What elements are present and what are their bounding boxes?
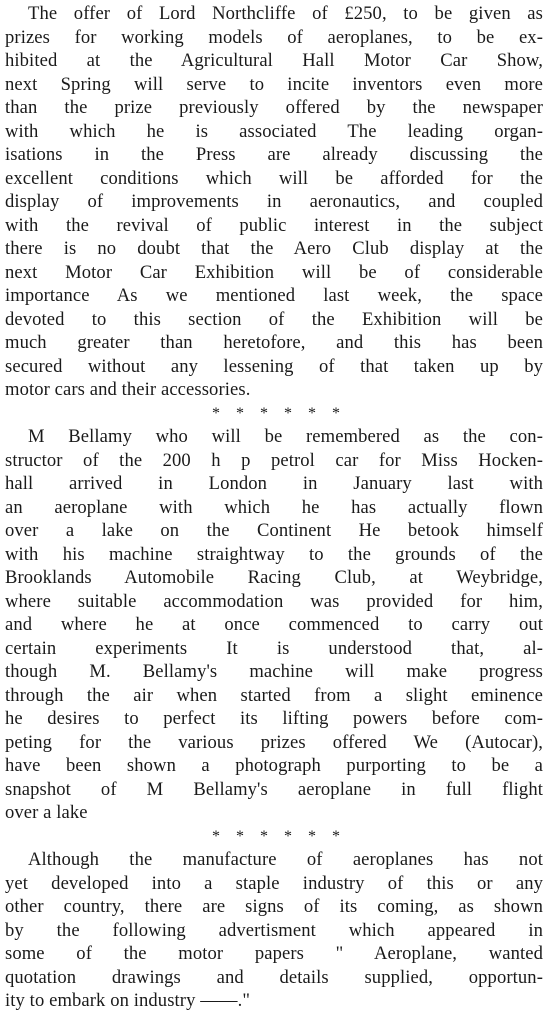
text-line: next Spring will serve to incite inventors even more (5, 73, 543, 95)
section-separator: * * * * * * (212, 827, 346, 845)
paragraph-aeroplane-industry (5, 848, 543, 1013)
text-line: have been shown a photograph purporting to be a (5, 755, 543, 776)
text-line: The offer of Lord Northcliffe of £250, to be given as (28, 3, 543, 24)
paragraph-northcliffe-offer (5, 2, 543, 402)
text-line: motor cars and their accessories. (5, 379, 251, 400)
text-line: much greater than heretofore, and this has been (5, 332, 543, 353)
text-line: devoted to this section of the Exhibition will be (5, 308, 543, 330)
text-line: with which he is associated The leading organ- (5, 120, 543, 142)
text-line: where suitable accommodation was provided for him, (5, 590, 543, 612)
text-line: Although the manufacture of aeroplanes has not (28, 849, 543, 870)
text-line: over a lake on the Continent He betook himself (5, 520, 543, 541)
article-column (5, 2, 543, 1013)
text-line: over a lake (5, 802, 88, 823)
text-line: prizes for working models of aeroplanes, to be ex- (5, 26, 543, 48)
text-line: certain experiments It is understood that, al- (5, 637, 543, 659)
paragraph-bellamy-aeroplane (5, 425, 543, 825)
text-line: isations in the Press are already discussing the (5, 144, 543, 165)
text-line: excellent conditions which will be afforded for the (5, 167, 543, 189)
text-line: and where he at once commenced to carry out (5, 614, 543, 635)
text-line: than the prize previously offered by the newspaper (5, 97, 543, 118)
text-line: importance As we mentioned last week, the space (5, 285, 543, 306)
text-line: peting for the various prizes offered We (Autocar), (5, 731, 543, 753)
text-line: quotation drawings and details supplied, opportun- (5, 966, 543, 988)
text-line: through the air when started from a slight eminence (5, 684, 543, 706)
text-line: display of improvements in aeronautics, and coupled (5, 191, 543, 212)
text-line: ity to embark on industry ——." (5, 990, 251, 1011)
text-line: snapshot of M Bellamy's aeroplane in full flight (5, 778, 543, 800)
text-line: he desires to perfect its lifting powers before com- (5, 708, 543, 729)
text-line: Brooklands Automobile Racing Club, at Weybridge, (5, 567, 543, 588)
text-line: hibited at the Agricultural Hall Motor Car Show, (5, 50, 543, 71)
text-line: there is no doubt that the Aero Club display at the (5, 238, 543, 259)
text-line: M Bellamy who will be remembered as the con- (28, 426, 543, 447)
text-line: next Motor Car Exhibition will be of considerable (5, 261, 543, 283)
text-line: by the following advertisment which appeared in (5, 919, 543, 941)
text-line: other country, there are signs of its coming, as shown (5, 896, 543, 917)
text-line: with the revival of public interest in the subject (5, 214, 543, 236)
text-line: structor of the 200 h p petrol car for Miss Hocken- (5, 449, 543, 471)
text-line: though M. Bellamy's machine will make progress (5, 661, 543, 682)
text-line: hall arrived in London in January last with (5, 473, 543, 494)
section-separator: * * * * * * (212, 404, 346, 422)
text-line: yet developed into a staple industry of this or any (5, 872, 543, 894)
text-line: with his machine straightway to the grounds of the (5, 543, 543, 565)
text-line: an aeroplane with which he has actually flown (5, 496, 543, 518)
text-line: secured without any lessening of that taken up by (5, 355, 543, 377)
text-line: some of the motor papers " Aeroplane, wanted (5, 943, 543, 964)
